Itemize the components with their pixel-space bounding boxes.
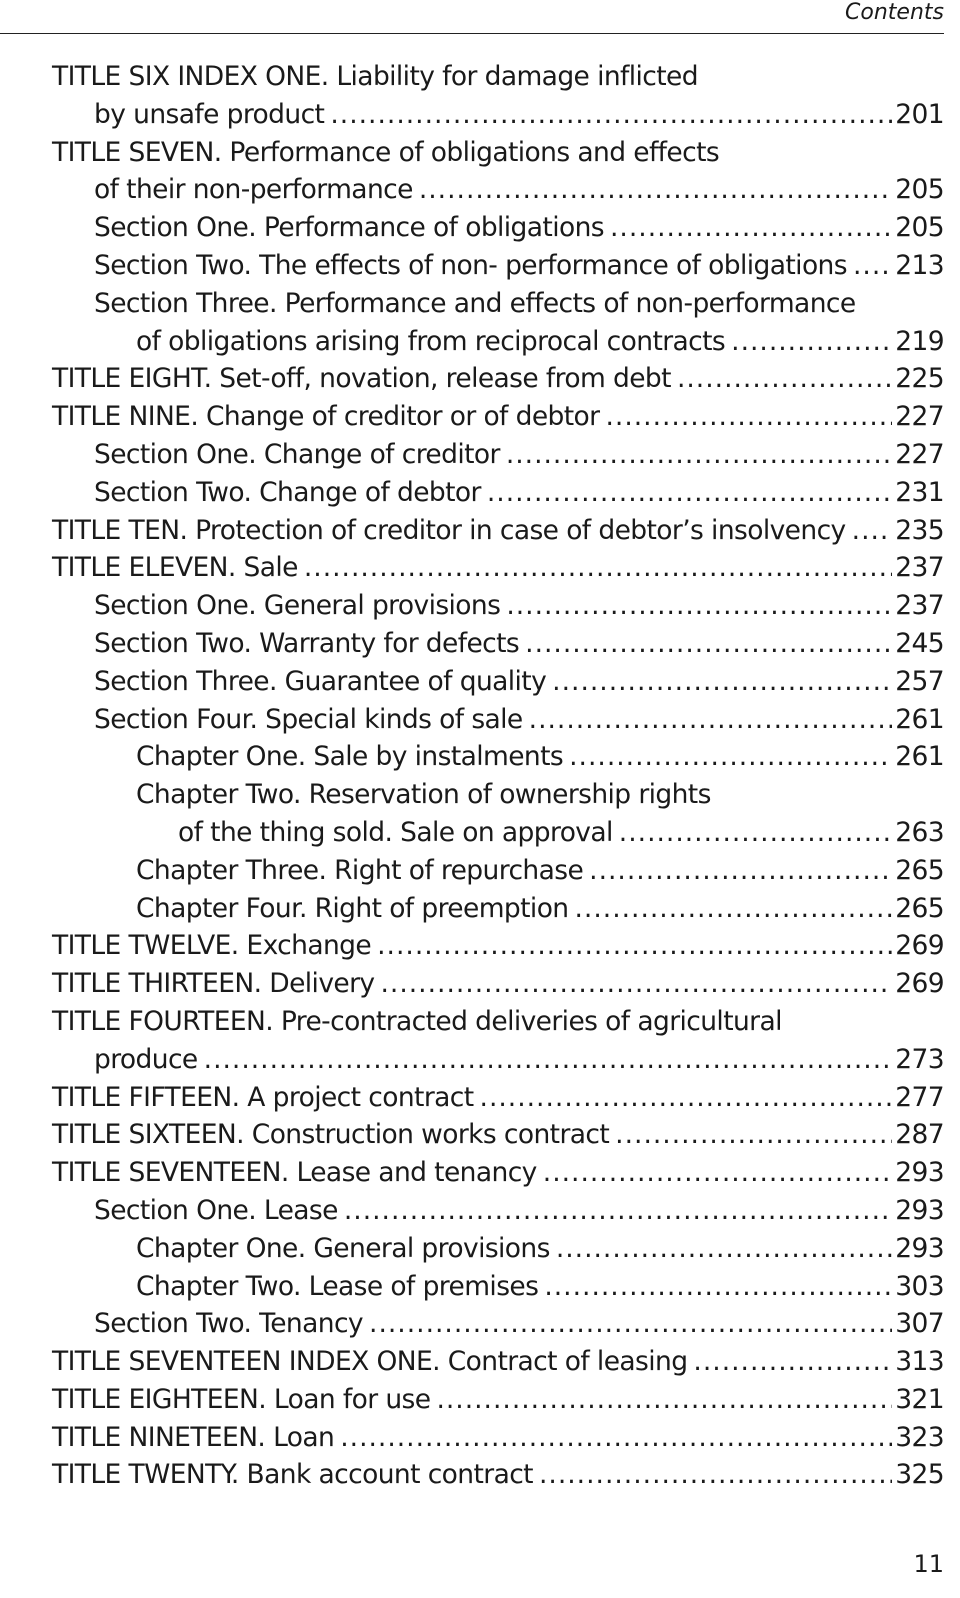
toc-page-number: 287	[895, 1119, 944, 1151]
toc-entry	[52, 625, 944, 663]
toc-entry-text: Section Two. Tenancy	[94, 1308, 364, 1340]
dot-leader	[539, 1456, 892, 1494]
toc-entry-text: TITLE EIGHTEEN. Loan for use	[52, 1383, 431, 1415]
toc-entry-text: TITLE ELEVEN. Sale	[52, 552, 298, 584]
toc-page-number: 235	[895, 514, 944, 546]
toc-entry	[52, 360, 944, 398]
toc-page-number: 237	[895, 552, 944, 584]
toc-entry	[52, 1268, 944, 1306]
toc-entry	[52, 965, 944, 1003]
toc-entry-text: Section Four. Special kinds of sale	[94, 703, 523, 735]
toc-entry	[52, 1381, 944, 1419]
dot-leader	[436, 1381, 892, 1419]
toc-entry	[52, 776, 944, 852]
toc-entry-text: Section One. General provisions	[94, 590, 501, 622]
toc-page-number: 263	[895, 816, 944, 848]
toc-entry	[52, 738, 944, 776]
toc-entry	[52, 1154, 944, 1192]
dot-leader	[487, 474, 892, 512]
toc-entry	[52, 890, 944, 928]
dot-leader	[619, 814, 892, 852]
toc-entry-text: TITLE TWENTY. Bank account contract	[52, 1459, 533, 1491]
toc-entry	[52, 512, 944, 550]
toc-entry-text: Chapter Two. Lease of premises	[136, 1270, 539, 1302]
toc-entry-text: of obligations arising from reciprocal contracts	[136, 325, 726, 357]
toc-page-number: 277	[895, 1081, 944, 1113]
toc-entry-text: TITLE TEN. Protection of creditor in case of debtor’s insolvency	[52, 514, 846, 546]
toc-entry	[52, 58, 944, 134]
toc-page-number: 293	[895, 1194, 944, 1226]
dot-leader	[552, 663, 892, 701]
toc-entry-text: TITLE SIX INDEX ONE. Liability for damage inflicted	[52, 61, 698, 92]
toc-entry-text: TITLE TWELVE. Exchange	[52, 930, 372, 962]
toc-page-number: 293	[895, 1232, 944, 1264]
toc-entry	[52, 1192, 944, 1230]
toc-page-number: 321	[895, 1383, 944, 1415]
toc-page-number: 205	[895, 174, 944, 206]
header-rule	[0, 33, 944, 34]
toc-entry	[52, 1079, 944, 1117]
toc-entry	[52, 1116, 944, 1154]
toc-entry	[52, 285, 944, 361]
toc-entry-text: Section One. Performance of obligations	[94, 212, 604, 244]
toc-entry-text: TITLE THIRTEEN. Delivery	[52, 968, 375, 1000]
toc-entry	[52, 1456, 944, 1494]
toc-entry-text: TITLE SEVENTEEN. Lease and tenancy	[52, 1157, 537, 1189]
toc-entry-text: Chapter One. Sale by instalments	[136, 741, 564, 773]
toc-entry-text: Section Two. Change of debtor	[94, 476, 481, 508]
toc-page-number: 219	[895, 325, 944, 357]
dot-leader	[543, 1154, 892, 1192]
toc-page-number: 269	[895, 968, 944, 1000]
dot-leader	[529, 701, 893, 739]
dot-leader	[525, 625, 892, 663]
toc-entry-text: TITLE NINE. Change of creditor or of debtor	[52, 401, 600, 433]
toc-entry-text: TITLE SEVEN. Performance of obligations and effects	[52, 136, 720, 168]
dot-leader	[853, 247, 892, 285]
toc-page-number: 325	[895, 1459, 944, 1491]
dot-leader	[369, 1305, 892, 1343]
toc-entry-text: Section Two. The effects of non- performance of obligations	[94, 249, 847, 281]
page-number: 11	[913, 1550, 944, 1578]
dot-leader	[605, 398, 892, 436]
dot-leader	[480, 1079, 893, 1117]
toc-entry-text: of their non-performance	[94, 174, 413, 206]
toc-page-number: 245	[895, 627, 944, 659]
toc-entry-text: TITLE FOURTEEN. Pre-contracted deliveries of agricultural	[52, 1005, 782, 1037]
dot-leader	[575, 890, 893, 928]
dot-leader	[556, 1230, 892, 1268]
toc-page-number: 225	[895, 363, 944, 395]
toc-page-number: 201	[895, 98, 944, 130]
dot-leader	[544, 1268, 892, 1306]
toc-page-number: 227	[895, 401, 944, 433]
toc-page-number: 237	[895, 590, 944, 622]
toc-entry-text: Section Three. Performance and effects of non-performance	[94, 287, 856, 319]
dot-leader	[852, 512, 893, 550]
toc-page-number: 313	[895, 1346, 944, 1378]
dot-leader	[569, 738, 892, 776]
toc-entry-text: TITLE NINETEEN. Loan	[52, 1421, 335, 1453]
dot-leader	[589, 852, 892, 890]
toc-entry-text: by unsafe product	[94, 98, 325, 130]
toc-entry-text: Section Two. Warranty for defects	[94, 627, 520, 659]
toc-entry	[52, 663, 944, 701]
toc-entry-text: TITLE SEVENTEEN INDEX ONE. Contract of leasing	[52, 1346, 688, 1378]
toc-entry	[52, 398, 944, 436]
dot-leader	[610, 209, 892, 247]
toc-entry	[52, 852, 944, 890]
toc-page-number: 231	[895, 476, 944, 508]
toc-entry-text: Chapter Two. Reservation of ownership rights	[136, 779, 711, 811]
dot-leader	[380, 965, 892, 1003]
toc-entry-text: Chapter Four. Right of preemption	[136, 892, 569, 924]
toc-entry-text: of the thing sold. Sale on approval	[178, 816, 613, 848]
dot-leader	[506, 436, 892, 474]
toc-entry	[52, 1230, 944, 1268]
toc-page-number: 265	[895, 854, 944, 886]
toc-entry-text: TITLE FIFTEEN. A project contract	[52, 1081, 474, 1113]
toc-page-number: 213	[895, 249, 944, 281]
toc-page-number: 323	[895, 1421, 944, 1453]
dot-leader	[419, 171, 892, 209]
dot-leader	[340, 1419, 892, 1457]
toc-entry	[52, 436, 944, 474]
dot-leader	[304, 549, 892, 587]
toc-page-number: 307	[895, 1308, 944, 1340]
toc-entry	[52, 1419, 944, 1457]
dot-leader	[731, 323, 892, 361]
running-header: Contents	[845, 0, 944, 25]
table-of-contents	[52, 58, 944, 1494]
toc-entry	[52, 209, 944, 247]
dot-leader	[615, 1116, 892, 1154]
toc-entry-text: produce	[94, 1043, 198, 1075]
dot-leader	[377, 927, 892, 965]
toc-entry	[52, 474, 944, 512]
dot-leader	[344, 1192, 892, 1230]
toc-entry	[52, 927, 944, 965]
toc-page-number: 227	[895, 438, 944, 470]
dot-leader	[506, 587, 892, 625]
toc-entry	[52, 587, 944, 625]
toc-page-number: 273	[895, 1043, 944, 1075]
toc-entry-text: Chapter One. General provisions	[136, 1232, 550, 1264]
toc-entry-text: Section One. Lease	[94, 1194, 338, 1226]
toc-page-number: 269	[895, 930, 944, 962]
dot-leader	[330, 96, 892, 134]
toc-entry-text: Section Three. Guarantee of quality	[94, 665, 547, 697]
toc-entry	[52, 549, 944, 587]
toc-entry	[52, 701, 944, 739]
toc-entry	[52, 1003, 944, 1079]
dot-leader	[693, 1343, 892, 1381]
toc-entry	[52, 134, 944, 210]
toc-page-number: 303	[895, 1270, 944, 1302]
toc-entry-text: Section One. Change of creditor	[94, 438, 500, 470]
toc-entry	[52, 1343, 944, 1381]
toc-entry-text: Chapter Three. Right of repurchase	[136, 854, 584, 886]
toc-entry-text: TITLE SIXTEEN. Construction works contract	[52, 1119, 610, 1151]
toc-page-number: 261	[895, 703, 944, 735]
toc-entry	[52, 1305, 944, 1343]
toc-page-number: 205	[895, 212, 944, 244]
toc-page-number: 257	[895, 665, 944, 697]
toc-entry	[52, 247, 944, 285]
toc-page-number: 261	[895, 741, 944, 773]
dot-leader	[204, 1041, 893, 1079]
toc-page-number: 265	[895, 892, 944, 924]
toc-page-number: 293	[895, 1157, 944, 1189]
toc-entry-text: TITLE EIGHT. Set-off, novation, release from debt	[52, 363, 671, 395]
dot-leader	[677, 360, 892, 398]
